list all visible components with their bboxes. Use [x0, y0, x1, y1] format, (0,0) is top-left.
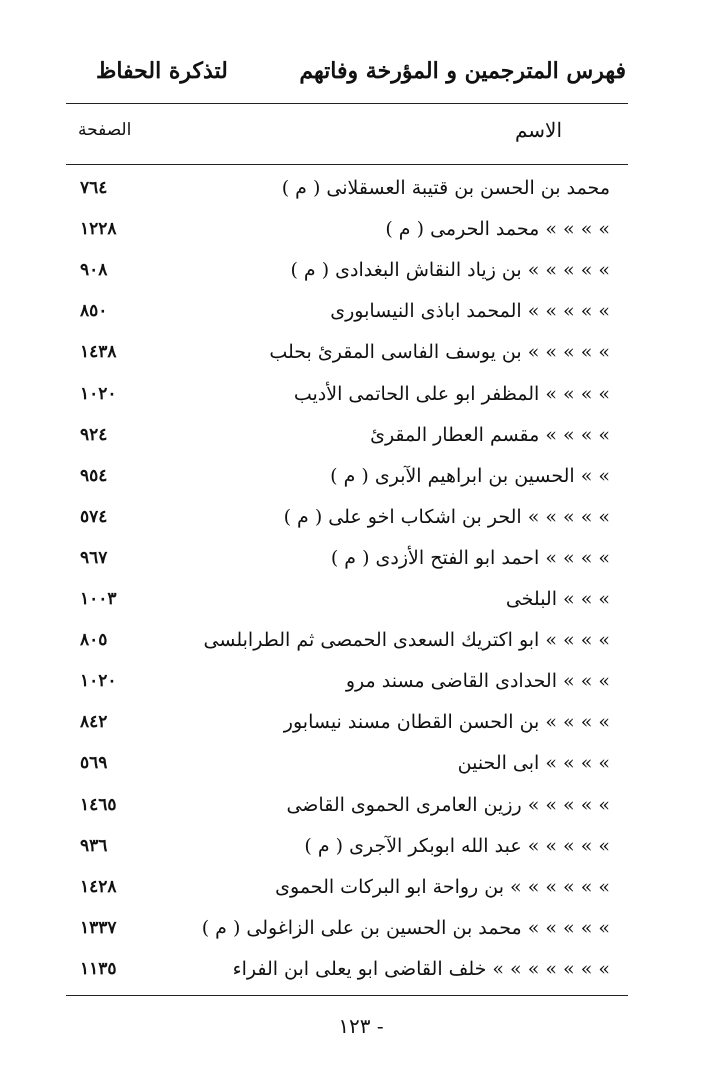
header-rule [66, 103, 628, 104]
index-entry-row [66, 785, 626, 825]
entry-page-number: ٥٦٩ [80, 753, 108, 774]
entry-page-number: ٩٢٤ [80, 424, 108, 445]
index-entry-row [66, 332, 626, 372]
entry-page-number: ٥٧٤ [80, 506, 108, 527]
entry-name: » » » » بن الحسن القطان مسند نيسابور [283, 711, 610, 734]
entry-name: » » » » احمد ابو الفتح الأزدى ( م ) [330, 546, 610, 569]
entry-page-number: ٨٠٥ [80, 630, 108, 651]
entry-name: » » » » ابى الحنين [457, 752, 610, 775]
entry-name: محمد بن الحسن بن قتيبة العسقلانى ( م ) [281, 177, 610, 199]
entry-page-number: ٨٥٠ [80, 301, 108, 322]
page-number: - ١٢٣ [338, 1014, 384, 1038]
entry-name: » » » » مقسم العطار المقرئ [370, 423, 610, 446]
index-entry-row [66, 867, 626, 907]
index-entry-row [66, 620, 626, 660]
index-entry-row [66, 661, 626, 701]
index-entry-row [66, 908, 626, 948]
column-header-name: الاسم [514, 118, 562, 142]
header-book-title: لتذكرة الحفاظ [96, 58, 228, 84]
entry-name: » » » » محمد الحرمى ( م ) [385, 218, 610, 241]
entry-name: » » » » ابو اكتريك السعدى الحمصى ثم الطرابلسى [203, 629, 610, 652]
entry-name: » » » » » الحر بن اشكاب اخو على ( م ) [283, 505, 610, 528]
entry-page-number: ١٤٦٥ [80, 794, 117, 815]
index-entry-row [66, 250, 626, 290]
entry-name: » » » » المظفر ابو على الحاتمى الأديب [293, 382, 610, 405]
entry-name: » » » » » بن زياد النقاش البغدادى ( م ) [290, 259, 610, 282]
entry-name: » » » الحدادى القاضى مسند مرو [345, 670, 610, 693]
entry-page-number: ٨٤٢ [80, 712, 108, 733]
index-entry-row [66, 702, 626, 742]
index-entry-row [66, 456, 626, 496]
entry-name: » » » » » » » خلف القاضى ابو يعلى ابن الفراء [232, 957, 610, 980]
entry-name: » » » » » بن يوسف الفاسى المقرئ بحلب [269, 341, 610, 364]
header-title: فهرس المترجمين و المؤرخة وفاتهم [299, 58, 626, 84]
index-entry-row [66, 579, 626, 619]
entry-page-number: ١١٣٥ [80, 958, 117, 979]
entry-page-number: ١٠٠٣ [80, 589, 117, 609]
index-entry-row [66, 209, 626, 249]
entry-name: » » » » » المحمد اباذى النيسابورى [330, 300, 610, 323]
index-entry-row [66, 949, 626, 989]
entry-name: » » الحسين بن ابراهيم الآبرى ( م ) [330, 464, 610, 487]
entry-page-number: ٩٥٤ [80, 465, 108, 486]
entry-page-number: ٧٦٤ [80, 178, 108, 198]
column-header-rule [66, 164, 628, 165]
index-entry-row [66, 168, 626, 208]
index-entry-row [66, 826, 626, 866]
entry-name: » » » » » رزين العامرى الحموى القاضى [286, 793, 610, 816]
index-entry-row [66, 374, 626, 414]
index-entry-row [66, 291, 626, 331]
entry-page-number: ١٢٢٨ [80, 219, 117, 240]
entry-page-number: ١٠٢٠ [80, 671, 117, 692]
entry-page-number: ١٤٢٨ [80, 876, 117, 897]
entry-page-number: ١٤٣٨ [80, 342, 117, 363]
entry-page-number: ٩٠٨ [80, 260, 108, 281]
entry-name: » » » » » » بن رواحة ابو البركات الحموى [275, 875, 610, 898]
index-entry-row [66, 415, 626, 455]
index-entry-row [66, 538, 626, 578]
entry-name: » » » » » عبد الله ابوبكر الآجرى ( م ) [304, 834, 610, 857]
entry-page-number: ٩٣٦ [80, 835, 108, 856]
entry-page-number: ٩٦٧ [80, 547, 108, 568]
page-header [66, 58, 626, 98]
entry-page-number: ١٠٢٠ [80, 383, 117, 404]
index-entry-row [66, 743, 626, 783]
footer-rule [66, 995, 628, 996]
entry-page-number: ١٣٣٧ [80, 917, 117, 938]
entry-name: » » » » » محمد بن الحسين بن على الزاغولى ( م ) [201, 916, 610, 939]
column-header-page: الصفحة [78, 120, 132, 140]
index-entry-row [66, 497, 626, 537]
entry-name: » » » البلخى [505, 588, 610, 610]
